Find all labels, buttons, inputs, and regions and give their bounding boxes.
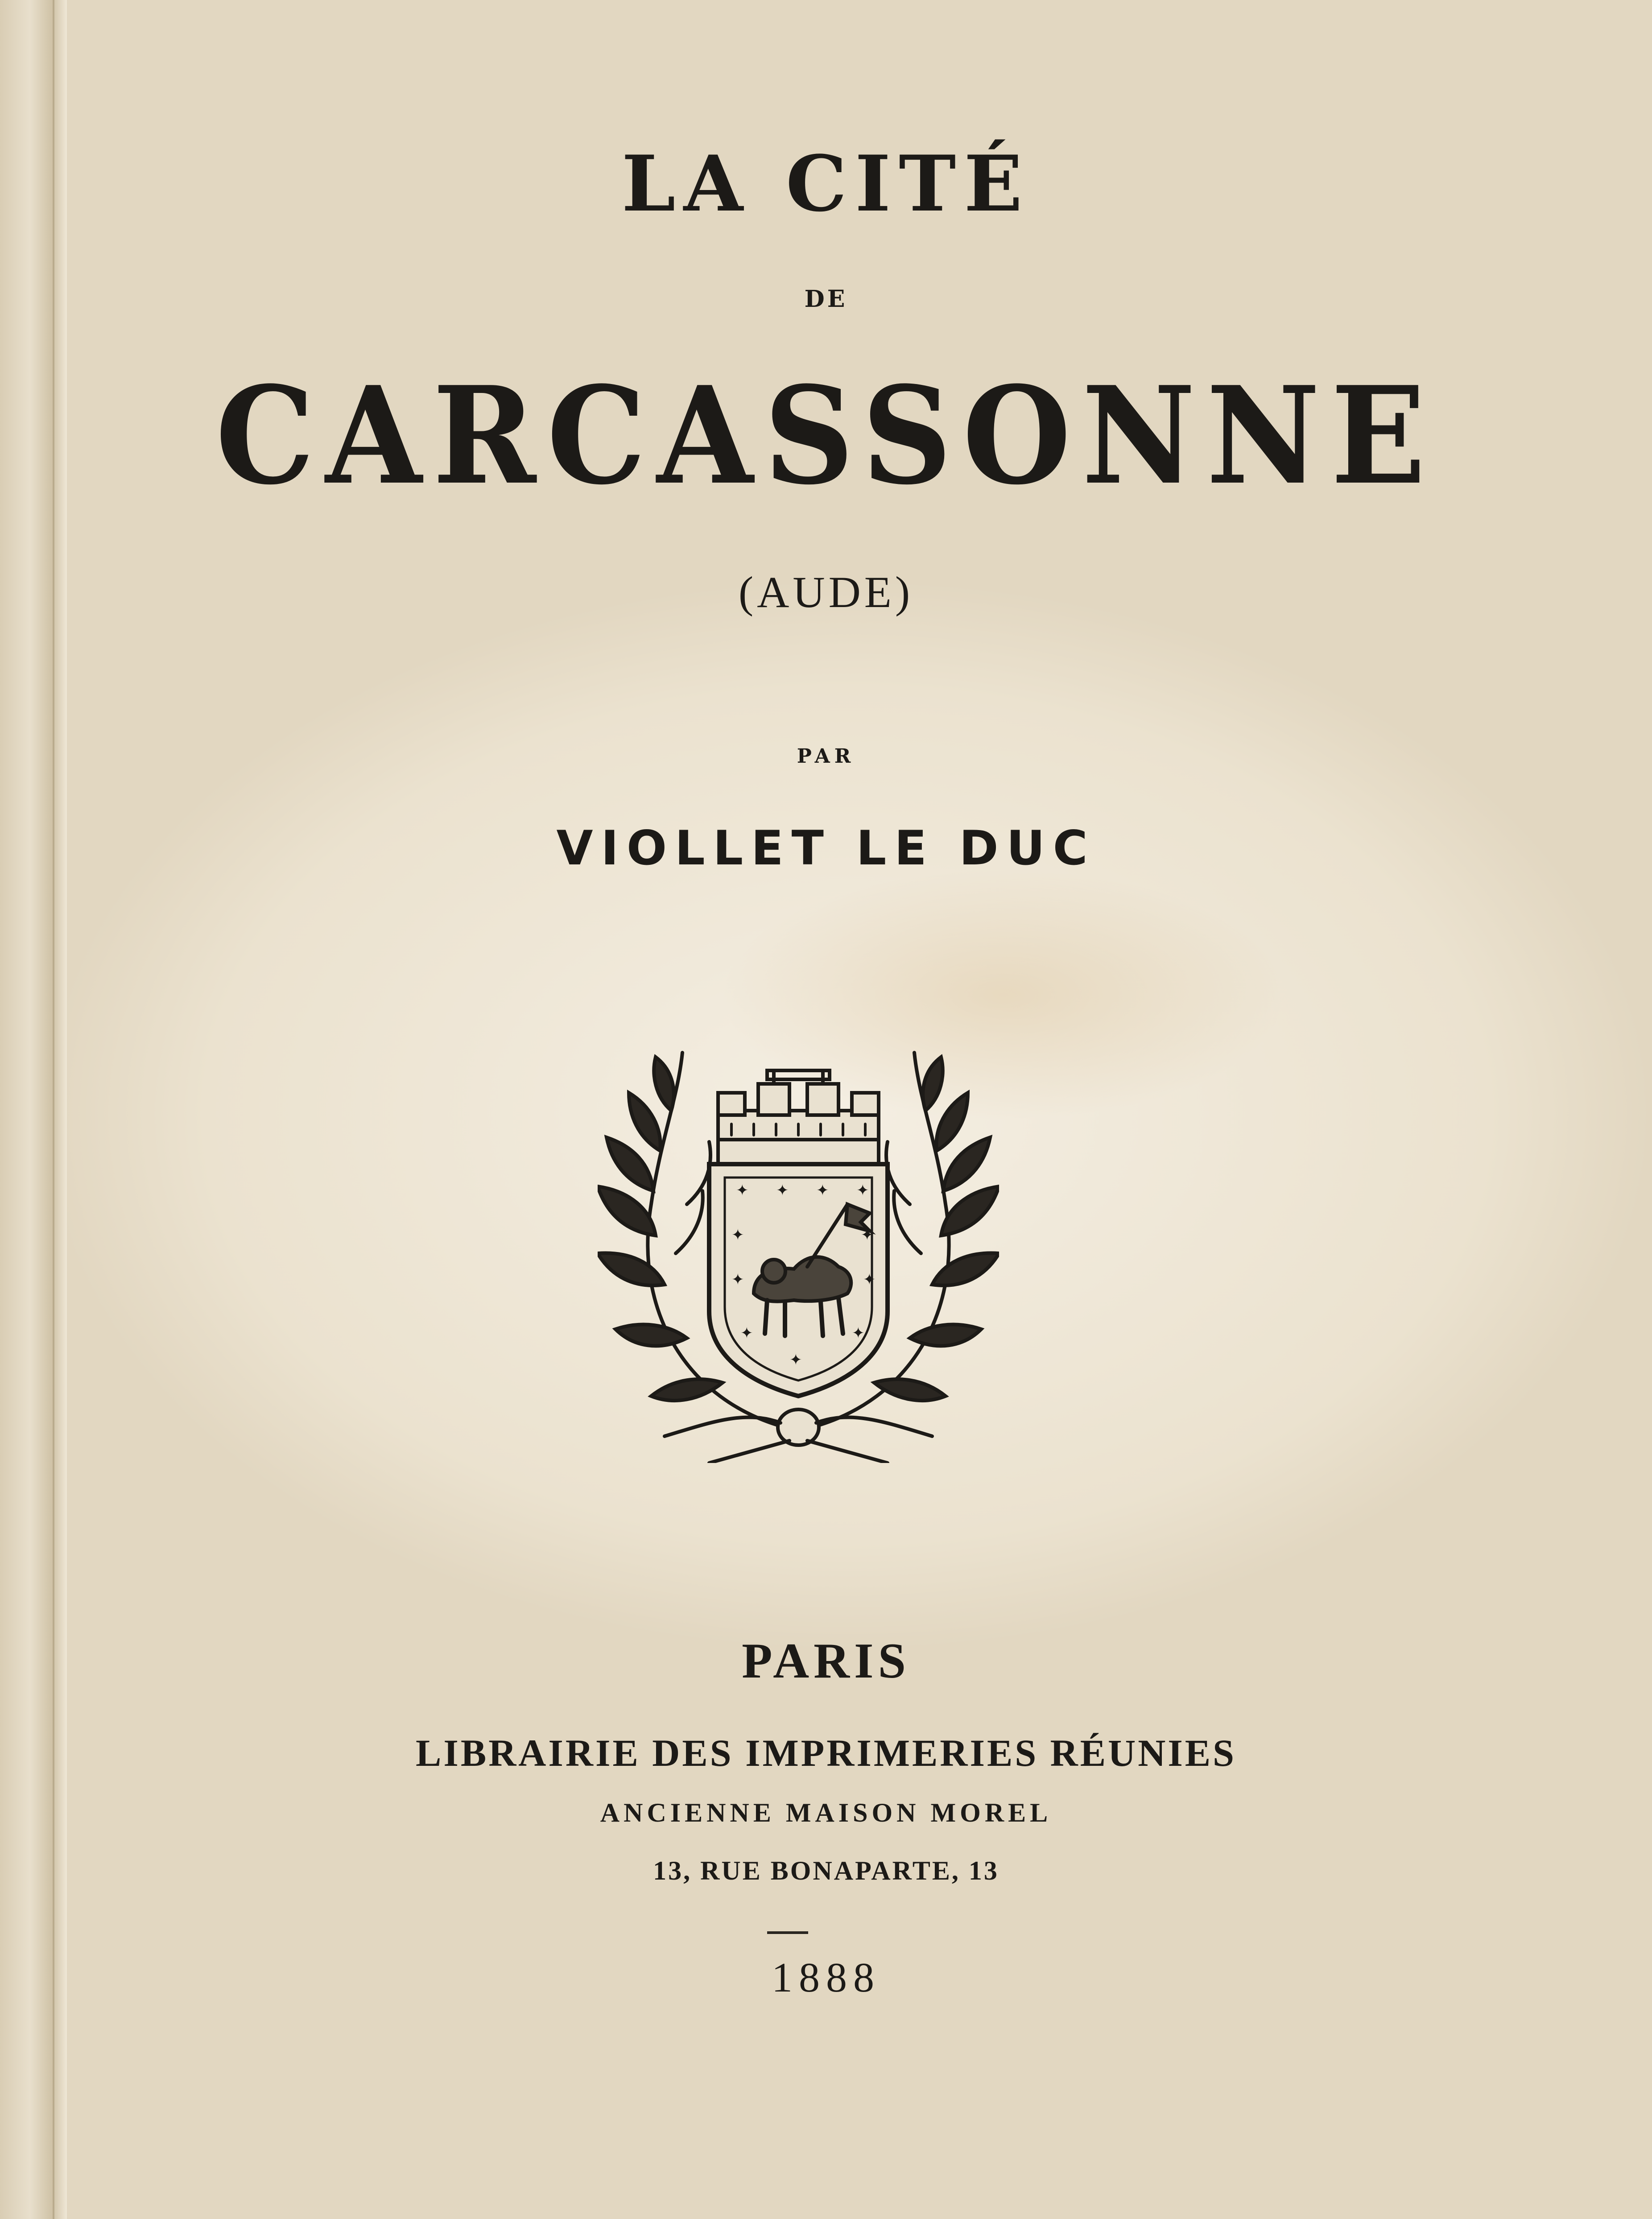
imprint-former-house: ANCIENNE MAISON MOREL [600,1798,1052,1827]
svg-text:✦: ✦ [863,1271,876,1289]
title-line-1: LA CITÉ [621,138,1031,229]
svg-text:✦: ✦ [736,1182,749,1199]
title-subtitle: (AUDE) [738,567,914,617]
imprint-year: 1888 [772,1955,880,2001]
main-title: CARCASSONNE [215,357,1437,514]
imprint-divider [767,1931,808,1934]
svg-text:✦: ✦ [789,1351,802,1369]
imprint-city: PARIS [742,1633,910,1689]
author-name: VIOLLET LE DUC [556,821,1096,876]
svg-text:✦: ✦ [740,1324,753,1342]
byline-par: PAR [797,745,855,768]
svg-text:✦: ✦ [816,1182,829,1199]
svg-text:✦: ✦ [852,1324,865,1342]
coat-of-arms-icon [598,1044,999,1463]
svg-text:✦: ✦ [776,1182,789,1199]
title-line-2: DE [804,285,848,313]
imprint-publisher: LIBRAIRIE DES IMPRIMERIES RÉUNIES [416,1731,1236,1774]
imprint-address: 13, RUE BONAPARTE, 13 [653,1856,999,1885]
svg-text:✦: ✦ [731,1226,744,1244]
svg-text:✦: ✦ [856,1182,869,1199]
svg-text:✦: ✦ [861,1226,874,1244]
svg-text:✦: ✦ [731,1271,744,1289]
